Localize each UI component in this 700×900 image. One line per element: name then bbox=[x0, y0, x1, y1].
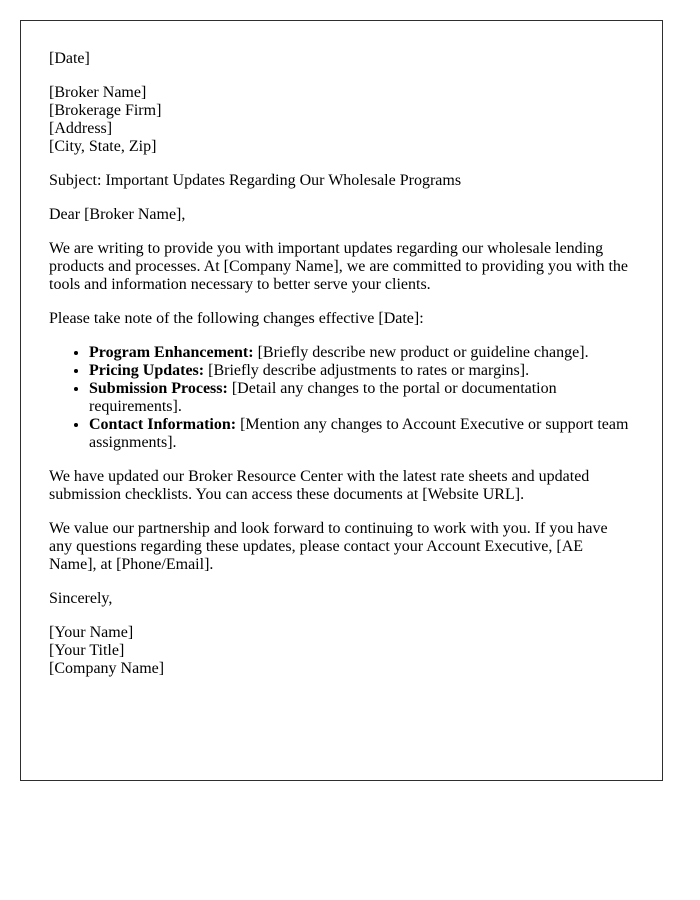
list-item-program-enhancement bbox=[89, 344, 634, 362]
bullet-label: Pricing Updates: bbox=[89, 362, 205, 379]
recipient-broker-name: [Broker Name] bbox=[49, 84, 147, 101]
list-item-pricing-updates bbox=[89, 362, 634, 380]
bullet-label: Submission Process: bbox=[89, 380, 228, 397]
list-item-submission-process bbox=[89, 380, 634, 416]
recipient-brokerage-firm: [Brokerage Firm] bbox=[49, 102, 162, 119]
paragraph-resource-center: We have updated our Broker Resource Center with the latest rate sheets and updated submission checklists. You can access these documents at [Website URL]. bbox=[49, 468, 590, 503]
letter-page bbox=[20, 20, 663, 781]
bullet-label: Contact Information: bbox=[89, 416, 237, 433]
paragraph-changes-intro: Please take note of the following changes effective [Date]: bbox=[49, 310, 424, 327]
changes-list bbox=[49, 344, 634, 452]
recipient-address: [Address] bbox=[49, 120, 113, 137]
recipient-block bbox=[49, 84, 634, 156]
signature-company-name: [Company Name] bbox=[49, 660, 165, 677]
paragraph-closing: We value our partnership and look forward to continuing to work with you. If you have any questions regarding these updates, please contact your Account Executive, [AE Name], at [Phone/Email]. bbox=[49, 520, 608, 573]
date-line: [Date] bbox=[49, 50, 90, 67]
list-item-contact-information bbox=[89, 416, 634, 452]
salutation: Dear [Broker Name], bbox=[49, 206, 186, 223]
bullet-text: [Briefly describe new product or guideline change]. bbox=[253, 344, 589, 361]
signature-your-title: [Your Title] bbox=[49, 642, 125, 659]
valediction: Sincerely, bbox=[49, 590, 113, 607]
bullet-text: [Briefly describe adjustments to rates or margins]. bbox=[204, 362, 530, 379]
bullet-text: [Detail any changes to the portal or documentation requirements]. bbox=[89, 380, 557, 415]
bullet-label: Program Enhancement: bbox=[89, 344, 254, 361]
recipient-city-state-zip: [City, State, Zip] bbox=[49, 138, 157, 155]
subject-line: Subject: Important Updates Regarding Our Wholesale Programs bbox=[49, 172, 462, 189]
signature-your-name: [Your Name] bbox=[49, 624, 134, 641]
paragraph-intro: We are writing to provide you with important updates regarding our wholesale lending products and processes. At [Company Name], we are committed to providing you with the tools and information necessary to better serve your clients. bbox=[49, 240, 628, 293]
bullet-text: [Mention any changes to Account Executive or support team assignments]. bbox=[89, 416, 629, 451]
signature-block bbox=[49, 624, 634, 678]
